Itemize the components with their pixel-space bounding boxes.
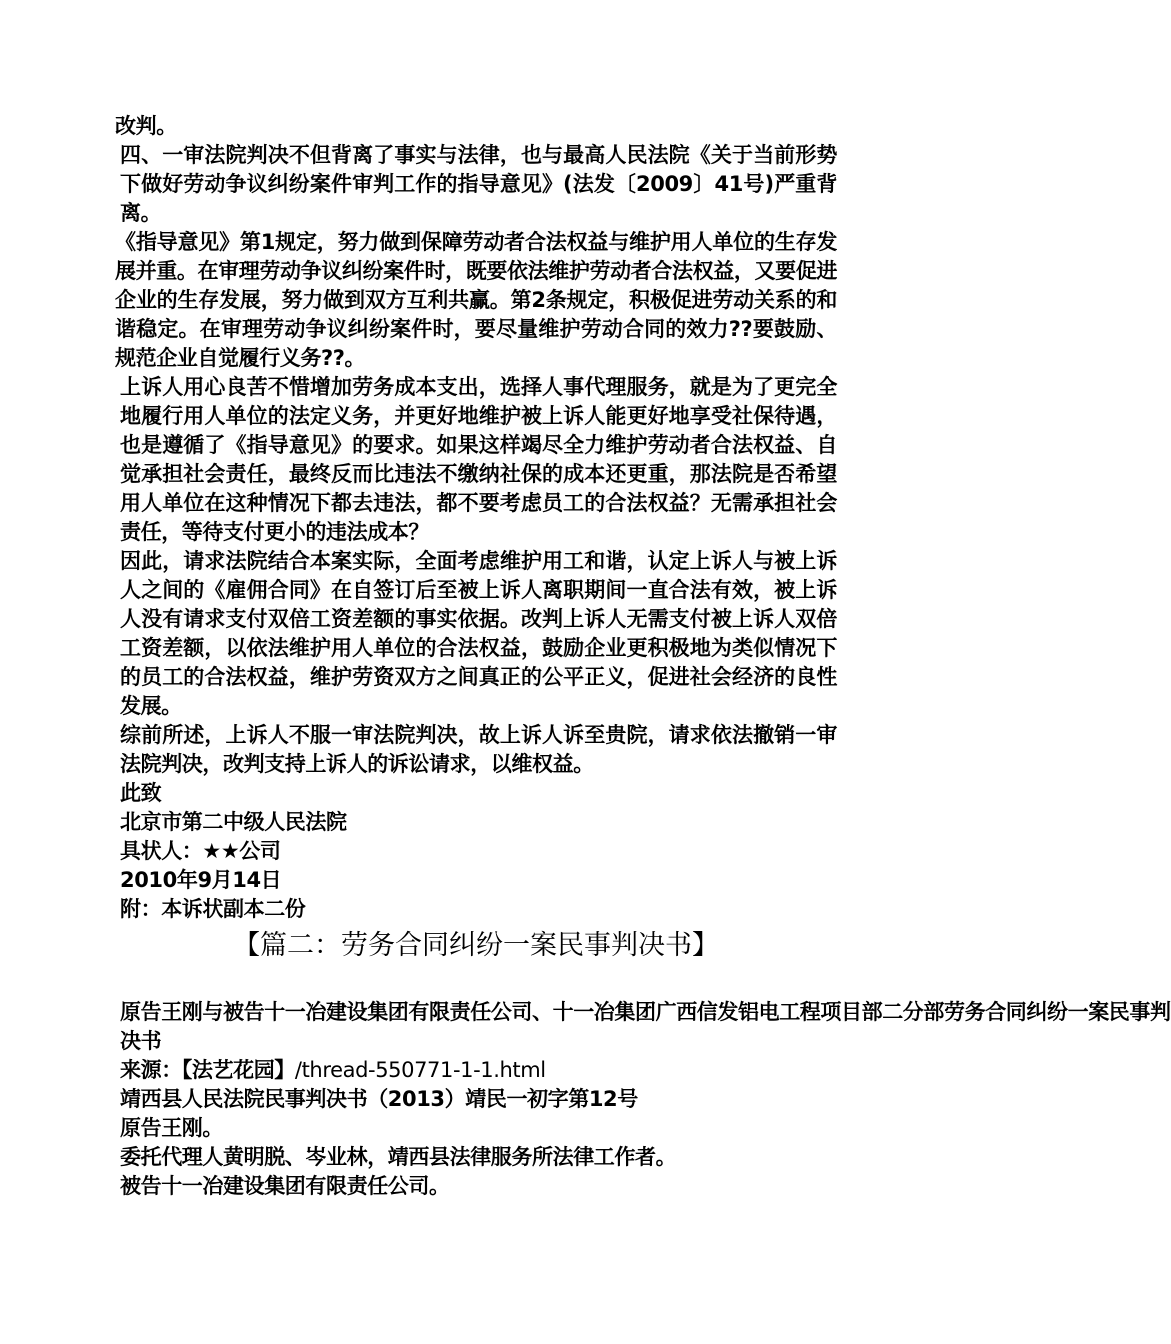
paragraph-summary: 综前所述，上诉人不服一审法院判决，故上诉人诉至贵院，请求依法撤销一审法院判决，改判支持上诉人的诉讼请求，以维权益。 [120, 723, 837, 776]
case-title-continued: 决书 [120, 1029, 162, 1053]
paragraph-conclusion-tail: 改判。 [115, 114, 177, 138]
date-line: 2010年9月14日 [120, 868, 282, 892]
closing-salutation: 此致 [120, 781, 162, 805]
source-url: /thread-550771-1-1.html [294, 1058, 546, 1082]
case-title: 原告王刚与被告十一冶建设集团有限责任公司、十一冶集团广西信发铝电工程项目部二分部劳务合同纠纷一案民事判 [120, 1000, 1171, 1024]
section-heading: 【篇二：劳务合同纠纷一案民事判决书】 [233, 930, 719, 961]
source-line [115, 1056, 837, 1085]
attachment-note: 附：本诉状副本二份 [120, 897, 306, 921]
agent-line: 委托代理人黄明脱、岑业林，靖西县法律服务所法律工作者。 [120, 1145, 677, 1169]
paragraph-guidance-opinion: 《指导意见》第1规定，努力做到保障劳动者合法权益与维护用人单位的生存发展并重。在审理劳动争议纠纷案件时，既要依法维护劳动者合法权益，又要促进企业的生存发展，努力做到双方互利共赢。第2条规定，积极促进劳动关系的和谐稳定。在审理劳动争议纠纷案件时，要尽量维护劳动合同的效力??要鼓励、规范企业自觉履行义务??。 [115, 230, 837, 370]
source-label: 来源：【法艺花园】 [120, 1058, 295, 1082]
paragraph-section-four: 四、一审法院判决不但背离了事实与法律，也与最高人民法院《关于当前形势下做好劳动争议纠纷案件审判工作的指导意见》(法发〔2009〕41号)严重背离。 [120, 143, 837, 225]
document-body [115, 112, 1171, 1201]
paragraph-request: 因此，请求法院结合本案实际，全面考虑维护用工和谐，认定上诉人与被上诉人之间的《雇佣合同》在自签订后至被上诉人离职期间一直合法有效，被上诉人没有请求支付双倍工资差额的事实依据。改判上诉人无需支付被上诉人双倍工资差额，以依法维护用人单位的合法权益，鼓励企业更积极地为类似情况下的员工的合法权益，维护劳资双方之间真正的公平正义，促进社会经济的良性发展。 [120, 549, 837, 718]
plaintiff-line: 原告王刚。 [120, 1116, 223, 1140]
court-name: 北京市第二中级人民法院 [120, 810, 347, 834]
judgment-number: 靖西县人民法院民事判决书（2013）靖民一初字第12号 [120, 1087, 638, 1111]
paragraph-appellant-argument: 上诉人用心良苦不惜增加劳务成本支出，选择人事代理服务，就是为了更完全地履行用人单位的法定义务，并更好地维护被上诉人能更好地享受社保待遇，也是遵循了《指导意见》的要求。如果这样竭尽全力维护劳动者合法权益、自觉承担社会责任，最终反而比违法不缴纳社保的成本还更重，那法院是否希望用人单位在这种情况下都去违法，都不要考虑员工的合法权益？无需承担社会责任，等待支付更小的违法成本？ [120, 375, 837, 544]
defendant-line: 被告十一冶建设集团有限责任公司。 [120, 1174, 450, 1198]
petitioner-line: 具状人：★★公司 [120, 839, 281, 863]
